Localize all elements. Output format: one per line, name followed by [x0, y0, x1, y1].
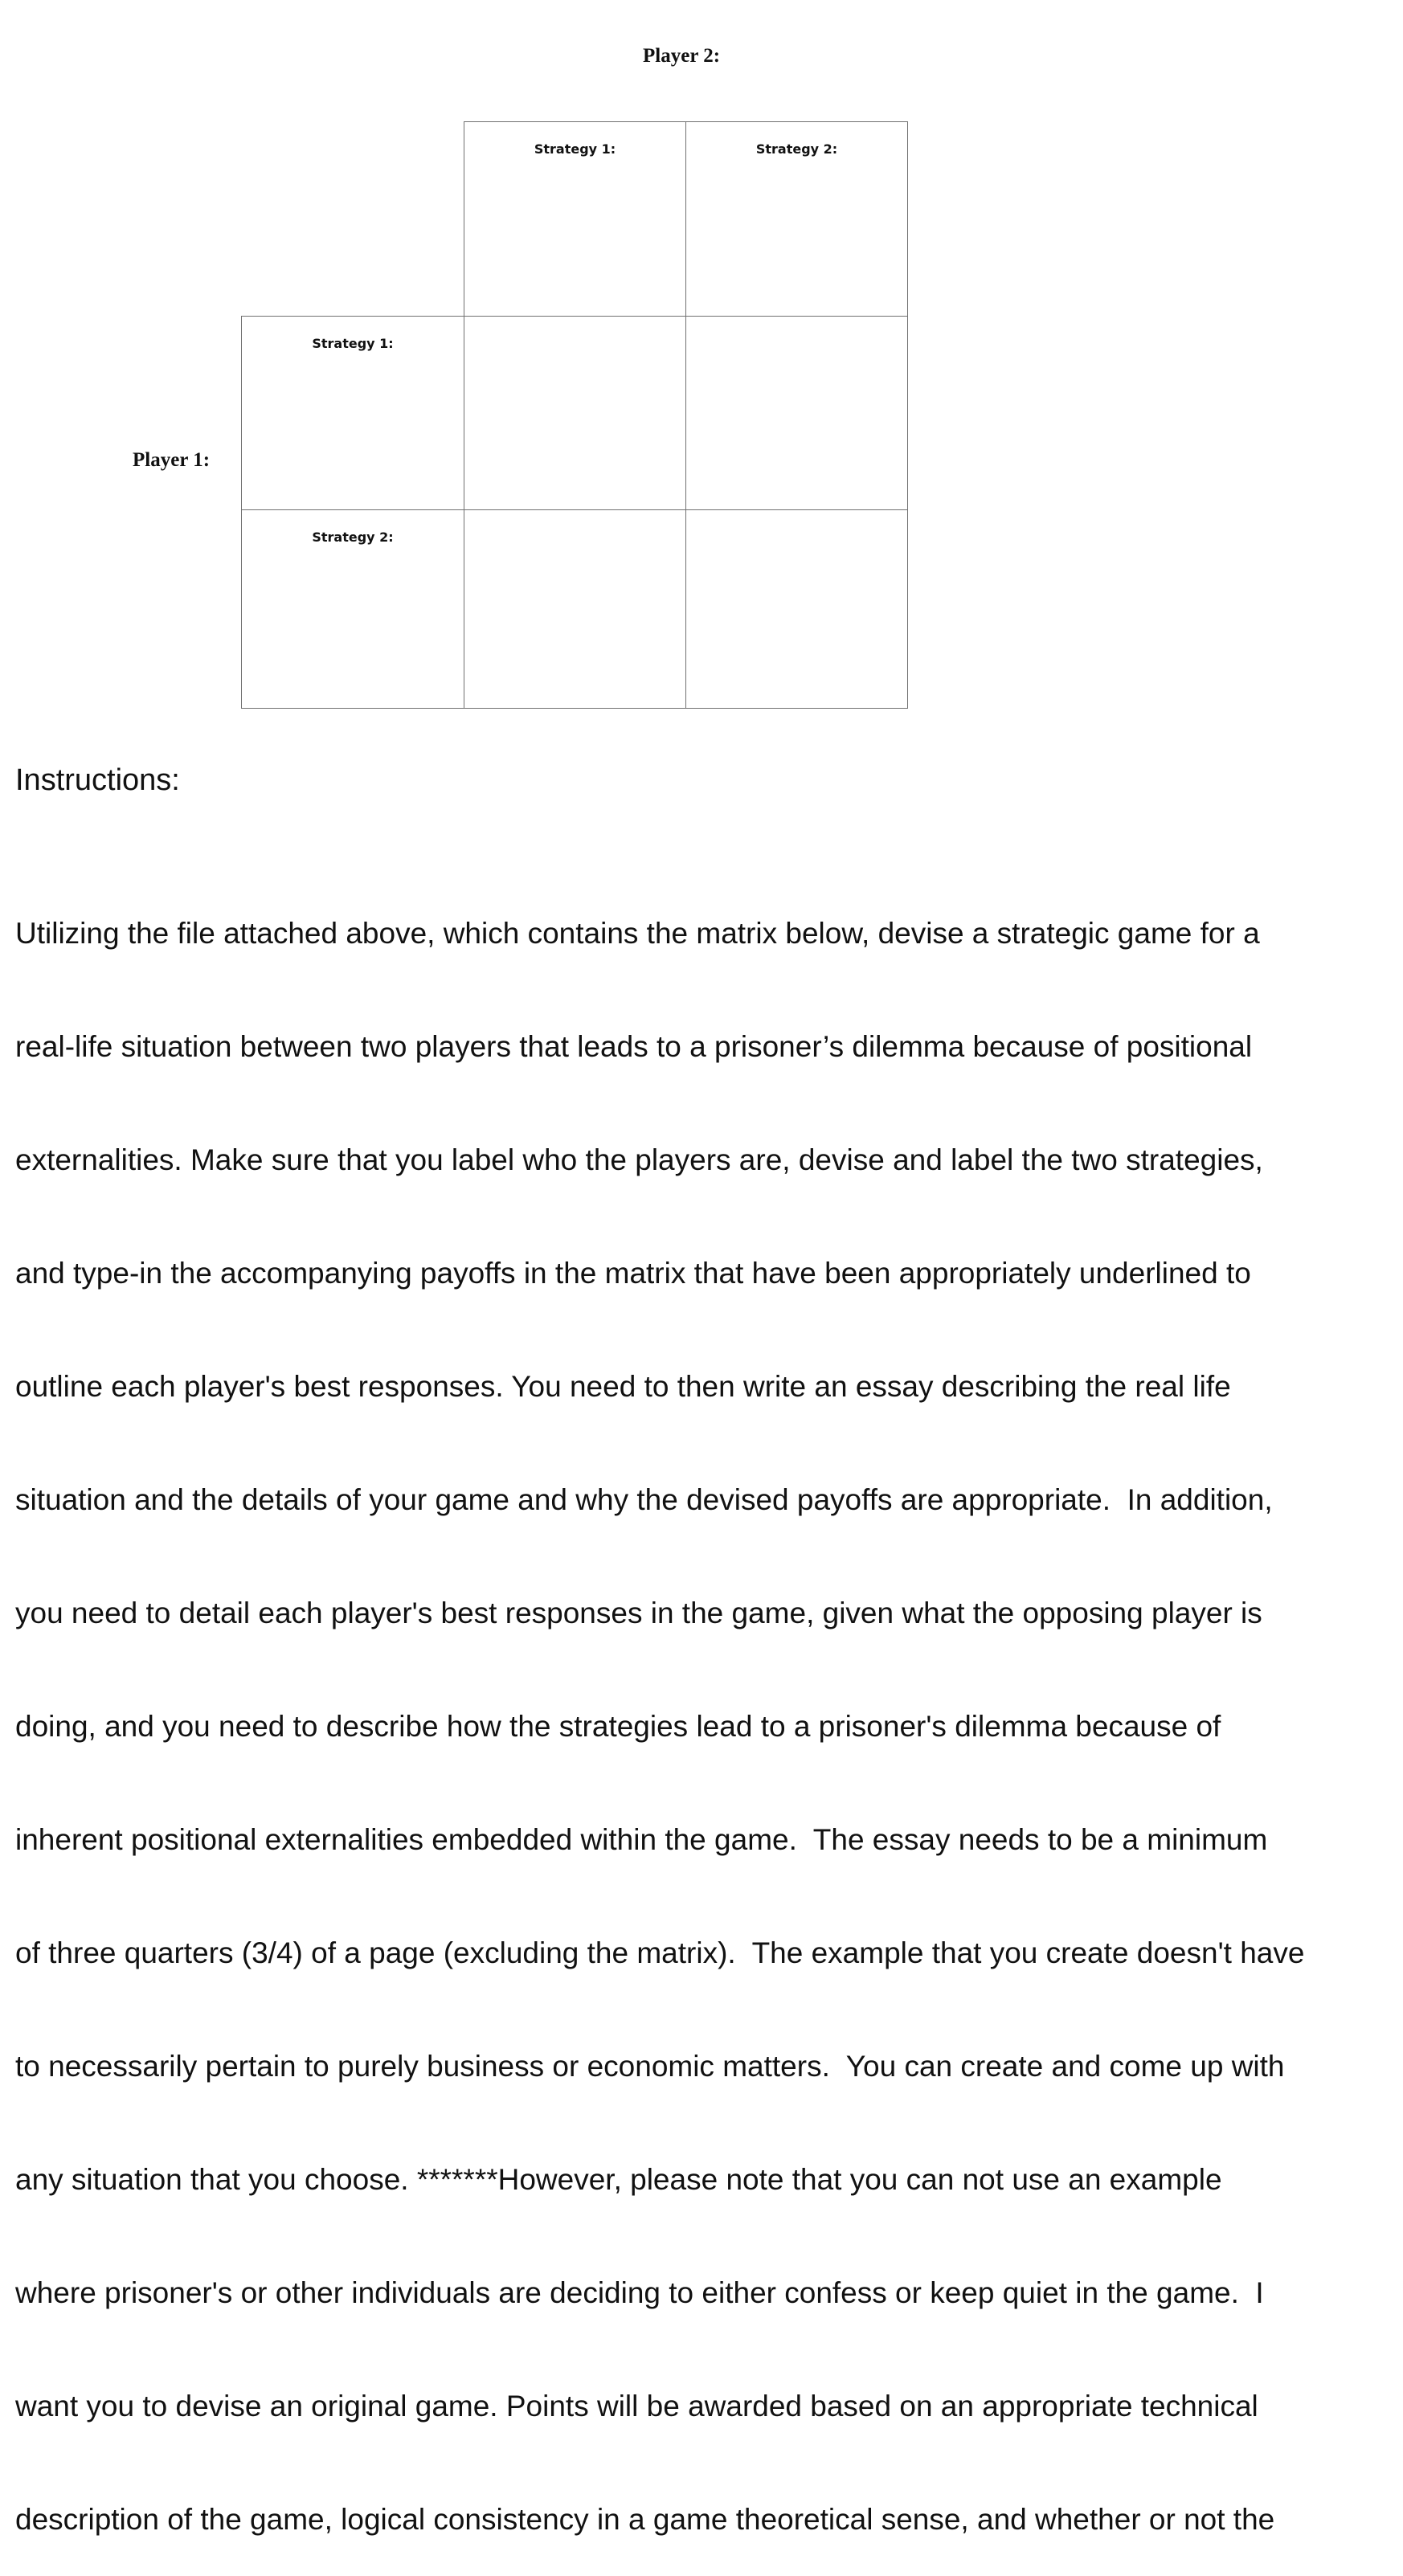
instructions-line: want you to devise an original game. Points will be awarded based on an appropriate technical	[15, 2390, 1258, 2423]
instructions-line: outline each player's best responses. You need to then write an essay describing the real life	[15, 1370, 1231, 1403]
instructions-line: description of the game, logical consistency in a game theoretical sense, and whether or not the	[15, 2503, 1275, 2536]
instructions-heading: Instructions:	[15, 763, 180, 797]
payoff-cell-r2-c1[interactable]	[464, 509, 686, 709]
payoff-cell-r2-c2[interactable]	[685, 509, 908, 709]
column-header-strategy-1	[464, 121, 686, 317]
instructions-line: of three quarters (3/4) of a page (excluding the matrix). The example that you create doesn't have	[15, 1936, 1305, 1969]
instructions-line: real-life situation between two players that leads to a prisoner’s dilemma because of positional	[15, 1030, 1253, 1063]
instructions-line: doing, and you need to describe how the strategies lead to a prisoner's dilemma because of	[15, 1710, 1221, 1743]
instructions-line: Utilizing the file attached above, which contains the matrix below, devise a strategic game for a	[15, 917, 1260, 950]
player-2-label: Player 2:	[643, 45, 721, 67]
instructions-line: where prisoner's or other individuals are deciding to either confess or keep quiet in the game. I	[15, 2276, 1264, 2309]
column-strategy-2-label: Strategy 2:	[755, 141, 838, 157]
instructions-line: situation and the details of your game and why the devised payoffs are appropriate. In addition,	[15, 1483, 1273, 1516]
player-1-label: Player 1:	[133, 449, 211, 471]
instructions-line: externalities. Make sure that you label who the players are, devise and label the two strategies,	[15, 1143, 1263, 1176]
payoff-cell-r1-c1[interactable]	[464, 316, 686, 510]
column-header-strategy-2	[685, 121, 908, 317]
instructions-line: any situation that you choose. *******However, please note that you can not use an example	[15, 2163, 1222, 2196]
row-header-strategy-1	[241, 316, 464, 510]
payoff-cell-r1-c2[interactable]	[685, 316, 908, 510]
instructions-body	[15, 839, 1403, 2576]
instructions-line: you need to detail each player's best responses in the game, given what the opposing player is	[15, 1597, 1262, 1629]
instructions-line: to necessarily pertain to purely business or economic matters. You can create and come up with	[15, 2050, 1285, 2083]
row-strategy-2-label: Strategy 2:	[312, 530, 394, 545]
row-header-strategy-2	[241, 509, 464, 709]
row-strategy-1-label: Strategy 1:	[312, 336, 394, 351]
instructions-line: inherent positional externalities embedded within the game. The essay needs to be a minimum	[15, 1823, 1268, 1856]
column-strategy-1-label: Strategy 1:	[534, 141, 616, 157]
instructions-line: and type-in the accompanying payoffs in the matrix that have been appropriately underlined to	[15, 1257, 1251, 1290]
